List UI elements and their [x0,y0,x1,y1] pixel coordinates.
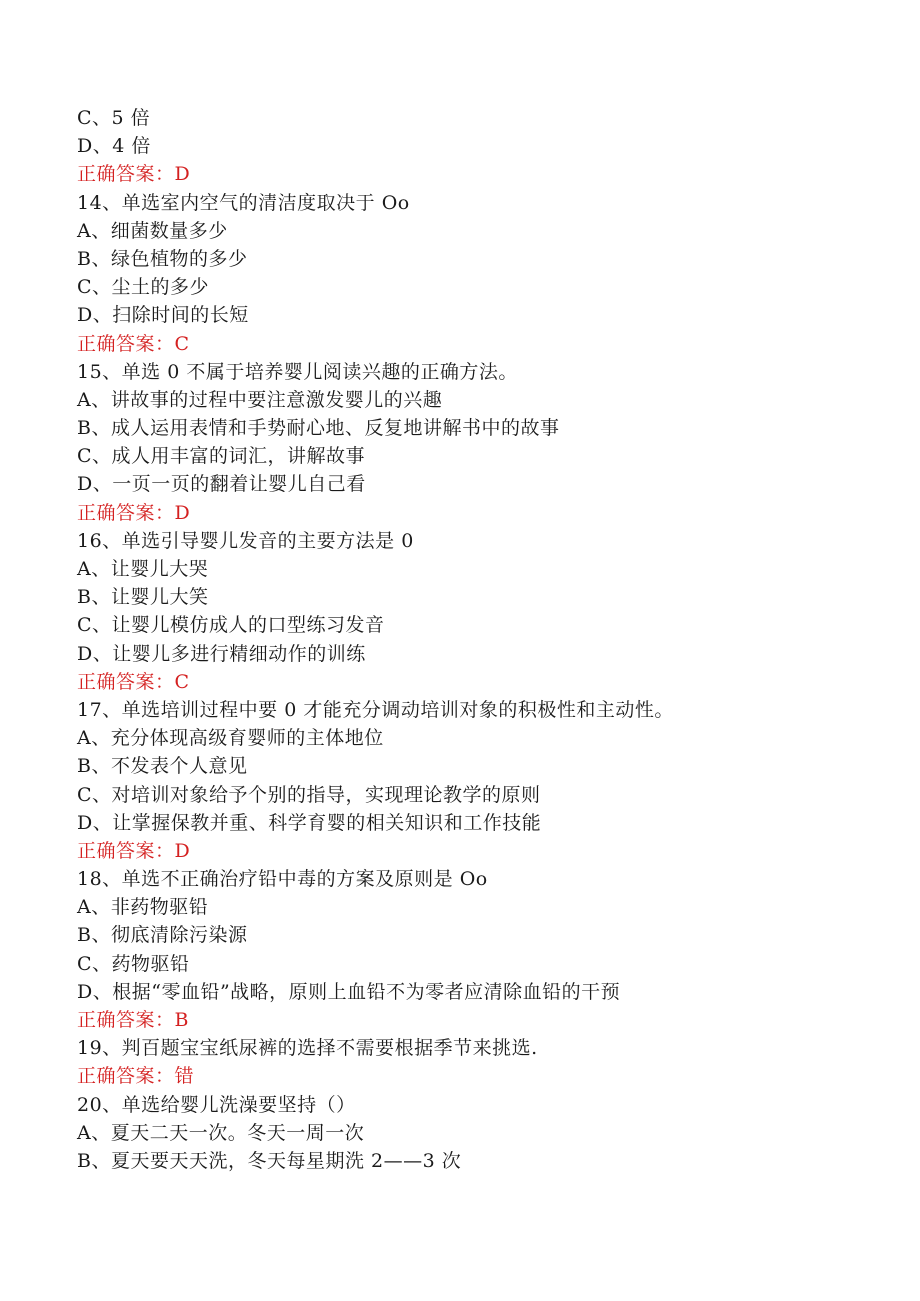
answer-line: 正确答案：D [77,163,191,186]
option-line: D、扫除时间的长短 [77,304,249,327]
answer-line: 正确答案：错 [77,1065,195,1088]
option-line: C、尘土的多少 [77,276,210,299]
answer-line: 正确答案：C [77,332,190,355]
option-line: D、4 倍 [77,135,151,158]
option-line: D、一页一页的翻着让婴儿自己看 [77,473,366,496]
question-line: 19、判百题宝宝纸尿裤的选择不需要根据季节来挑选. [77,1037,538,1060]
option-line: B、彻底清除污染源 [77,924,248,947]
option-line: B、夏天要天天洗，冬天每星期洗 2——3 次 [77,1149,462,1172]
option-line: C、对培训对象给予个别的指导，实现理论教学的原则 [77,783,541,806]
option-line: C、药物驱铅 [77,952,190,975]
question-line: 14、单选室内空气的清洁度取决于 Oo [77,191,410,214]
option-line: C、成人用丰富的词汇，讲解故事 [77,445,366,468]
question-line: 20、单选给婴儿洗澡要坚持（） [77,1093,356,1116]
option-line: C、让婴儿模仿成人的口型练习发音 [77,614,385,637]
option-line: A、细菌数量多少 [77,219,228,242]
option-line: D、让婴儿多进行精细动作的训练 [77,642,366,665]
answer-line: 正确答案：C [77,670,190,693]
option-line: D、让掌握保教并重、科学育婴的相关知识和工作技能 [77,811,542,834]
option-line: A、夏天二天一次。冬天一周一次 [77,1121,365,1144]
answer-line: 正确答案：D [77,501,191,524]
question-line: 17、单选培训过程中要 0 才能充分调动培训对象的积极性和主动性。 [77,698,674,721]
option-line: A、让婴儿大哭 [77,558,209,580]
question-line: 18、单选不正确治疗铅中毒的方案及原则是 Oo [77,868,488,891]
option-line: B、成人运用表情和手势耐心地、反复地讲解书中的故事 [77,417,560,440]
option-line: C、5 倍 [77,107,151,129]
option-line: B、不发表个人意见 [77,755,248,778]
option-line: A、非药物驱铅 [77,896,209,919]
option-line: B、绿色植物的多少 [77,247,248,270]
answer-line: 正确答案：D [77,839,191,862]
option-line: A、讲故事的过程中要注意激发婴儿的兴趣 [77,388,443,411]
answer-line: 正确答案：B [77,1009,189,1031]
option-line: D、根据“零血铅”战略，原则上血铅不为零者应清除血铅的干预 [77,980,621,1003]
option-line: B、让婴儿大笑 [77,586,209,609]
document-page [77,104,877,1175]
option-line: A、充分体现高级育婴师的主体地位 [77,727,384,750]
question-line: 15、单选 0 不属于培养婴儿阅读兴趣的正确方法。 [77,360,518,383]
question-line: 16、单选引导婴儿发音的主要方法是 0 [77,529,414,552]
